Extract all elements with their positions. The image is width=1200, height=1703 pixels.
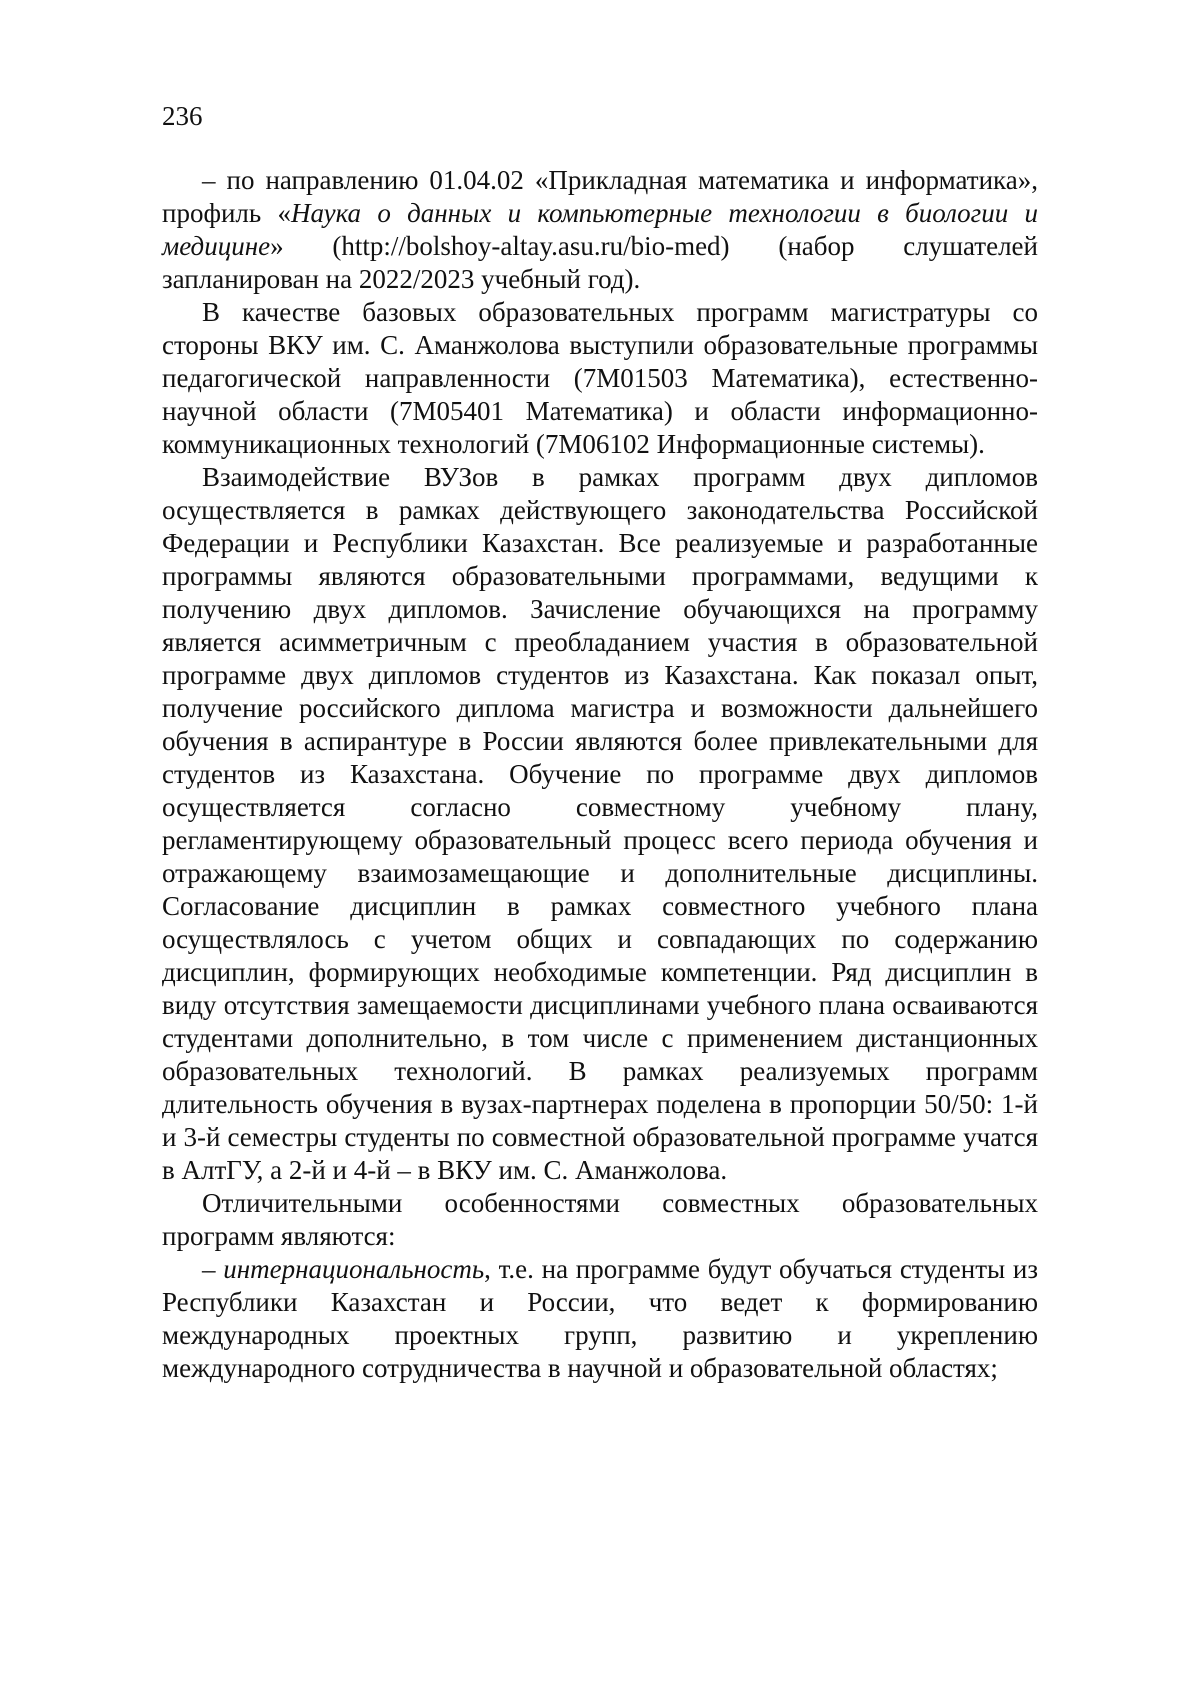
paragraph-university-interaction — [162, 461, 1038, 1187]
italic-text-run: Наука о данных и компьютерные технологии в биологии и медицине — [162, 198, 1038, 261]
text-run: Отличительными особенностями совместных образовательных программ являются: — [162, 1188, 1038, 1251]
paragraph-dash-item-direction — [162, 164, 1038, 296]
text-run: – — [202, 1254, 223, 1284]
italic-text-run: интернациональность — [223, 1254, 484, 1284]
paragraph-dash-item-internationality — [162, 1253, 1038, 1385]
text-run: , т.е. на программе будут обучаться студенты из Республики Казахстан и России, что ведет к формированию международных проектных групп, развитию и укреплению международного сотрудничества в научной и образовательной областях; — [162, 1254, 1038, 1383]
document-page — [0, 0, 1200, 1703]
page-number: 236 — [162, 100, 203, 133]
text-run: – по направлению 01.04.02 «Прикладная математика и информатика», профиль « — [162, 165, 1038, 228]
paragraph-distinctive-features — [162, 1187, 1038, 1253]
body-text — [162, 164, 1038, 1385]
text-run: Взаимодействие ВУЗов в рамках программ двух дипломов осуществляется в рамках действующего законодательства Российской Федерации и Республики Казахстан. Все реализуемые и разработанные программы являются образовательными программами, ведущими к получению двух дипломов. Зачисление обучающихся на программу является асимметричным с преобладанием участия в образовательной программе двух дипломов студентов из Казахстана. Как показал опыт, получение российского диплома магистра и возможности дальнейшего обучения в аспирантуре в России являются более привлекательными для студентов из Казахстана. Обучение по программе двух дипломов осуществляется согласно совместному учебному плану, регламентирующему образовательный процесс всего периода обучения и отражающему взаимозамещающие и дополнительные дисциплины. Согласование дисциплин в рамках совместного учебного плана осуществлялось с учетом общих и совпадающих по содержанию дисциплин, формирующих необходимые компетенции. Ряд дисциплин в виду отсутствия замещаемости дисциплинами учебного плана осваиваются студентами дополнительно, в том числе с применением дистанционных образовательных технологий. В рамках реализуемых программ длительность обучения в вузах-партнерах поделена в пропорции 50/50: 1-й и 3-й семестры студенты по совместной образовательной программе учатся в АлтГУ, а 2-й и 4-й – в ВКУ им. С. Аманжолова. — [162, 462, 1038, 1185]
paragraph-base-programs — [162, 296, 1038, 461]
text-run: В качестве базовых образовательных программ магистратуры со стороны ВКУ им. С. Аманжолова выступили образовательные программы педагогической направленности (7М01503 Математика), естественно-научной области (7М05401 Математика) и области информационно-коммуникационных технологий (7М06102 Информационные системы). — [162, 297, 1038, 459]
text-run: » (http://bolshoy-altay.asu.ru/bio-med) (набор слушателей запланирован на 2022/2023 учебный год). — [162, 231, 1038, 294]
